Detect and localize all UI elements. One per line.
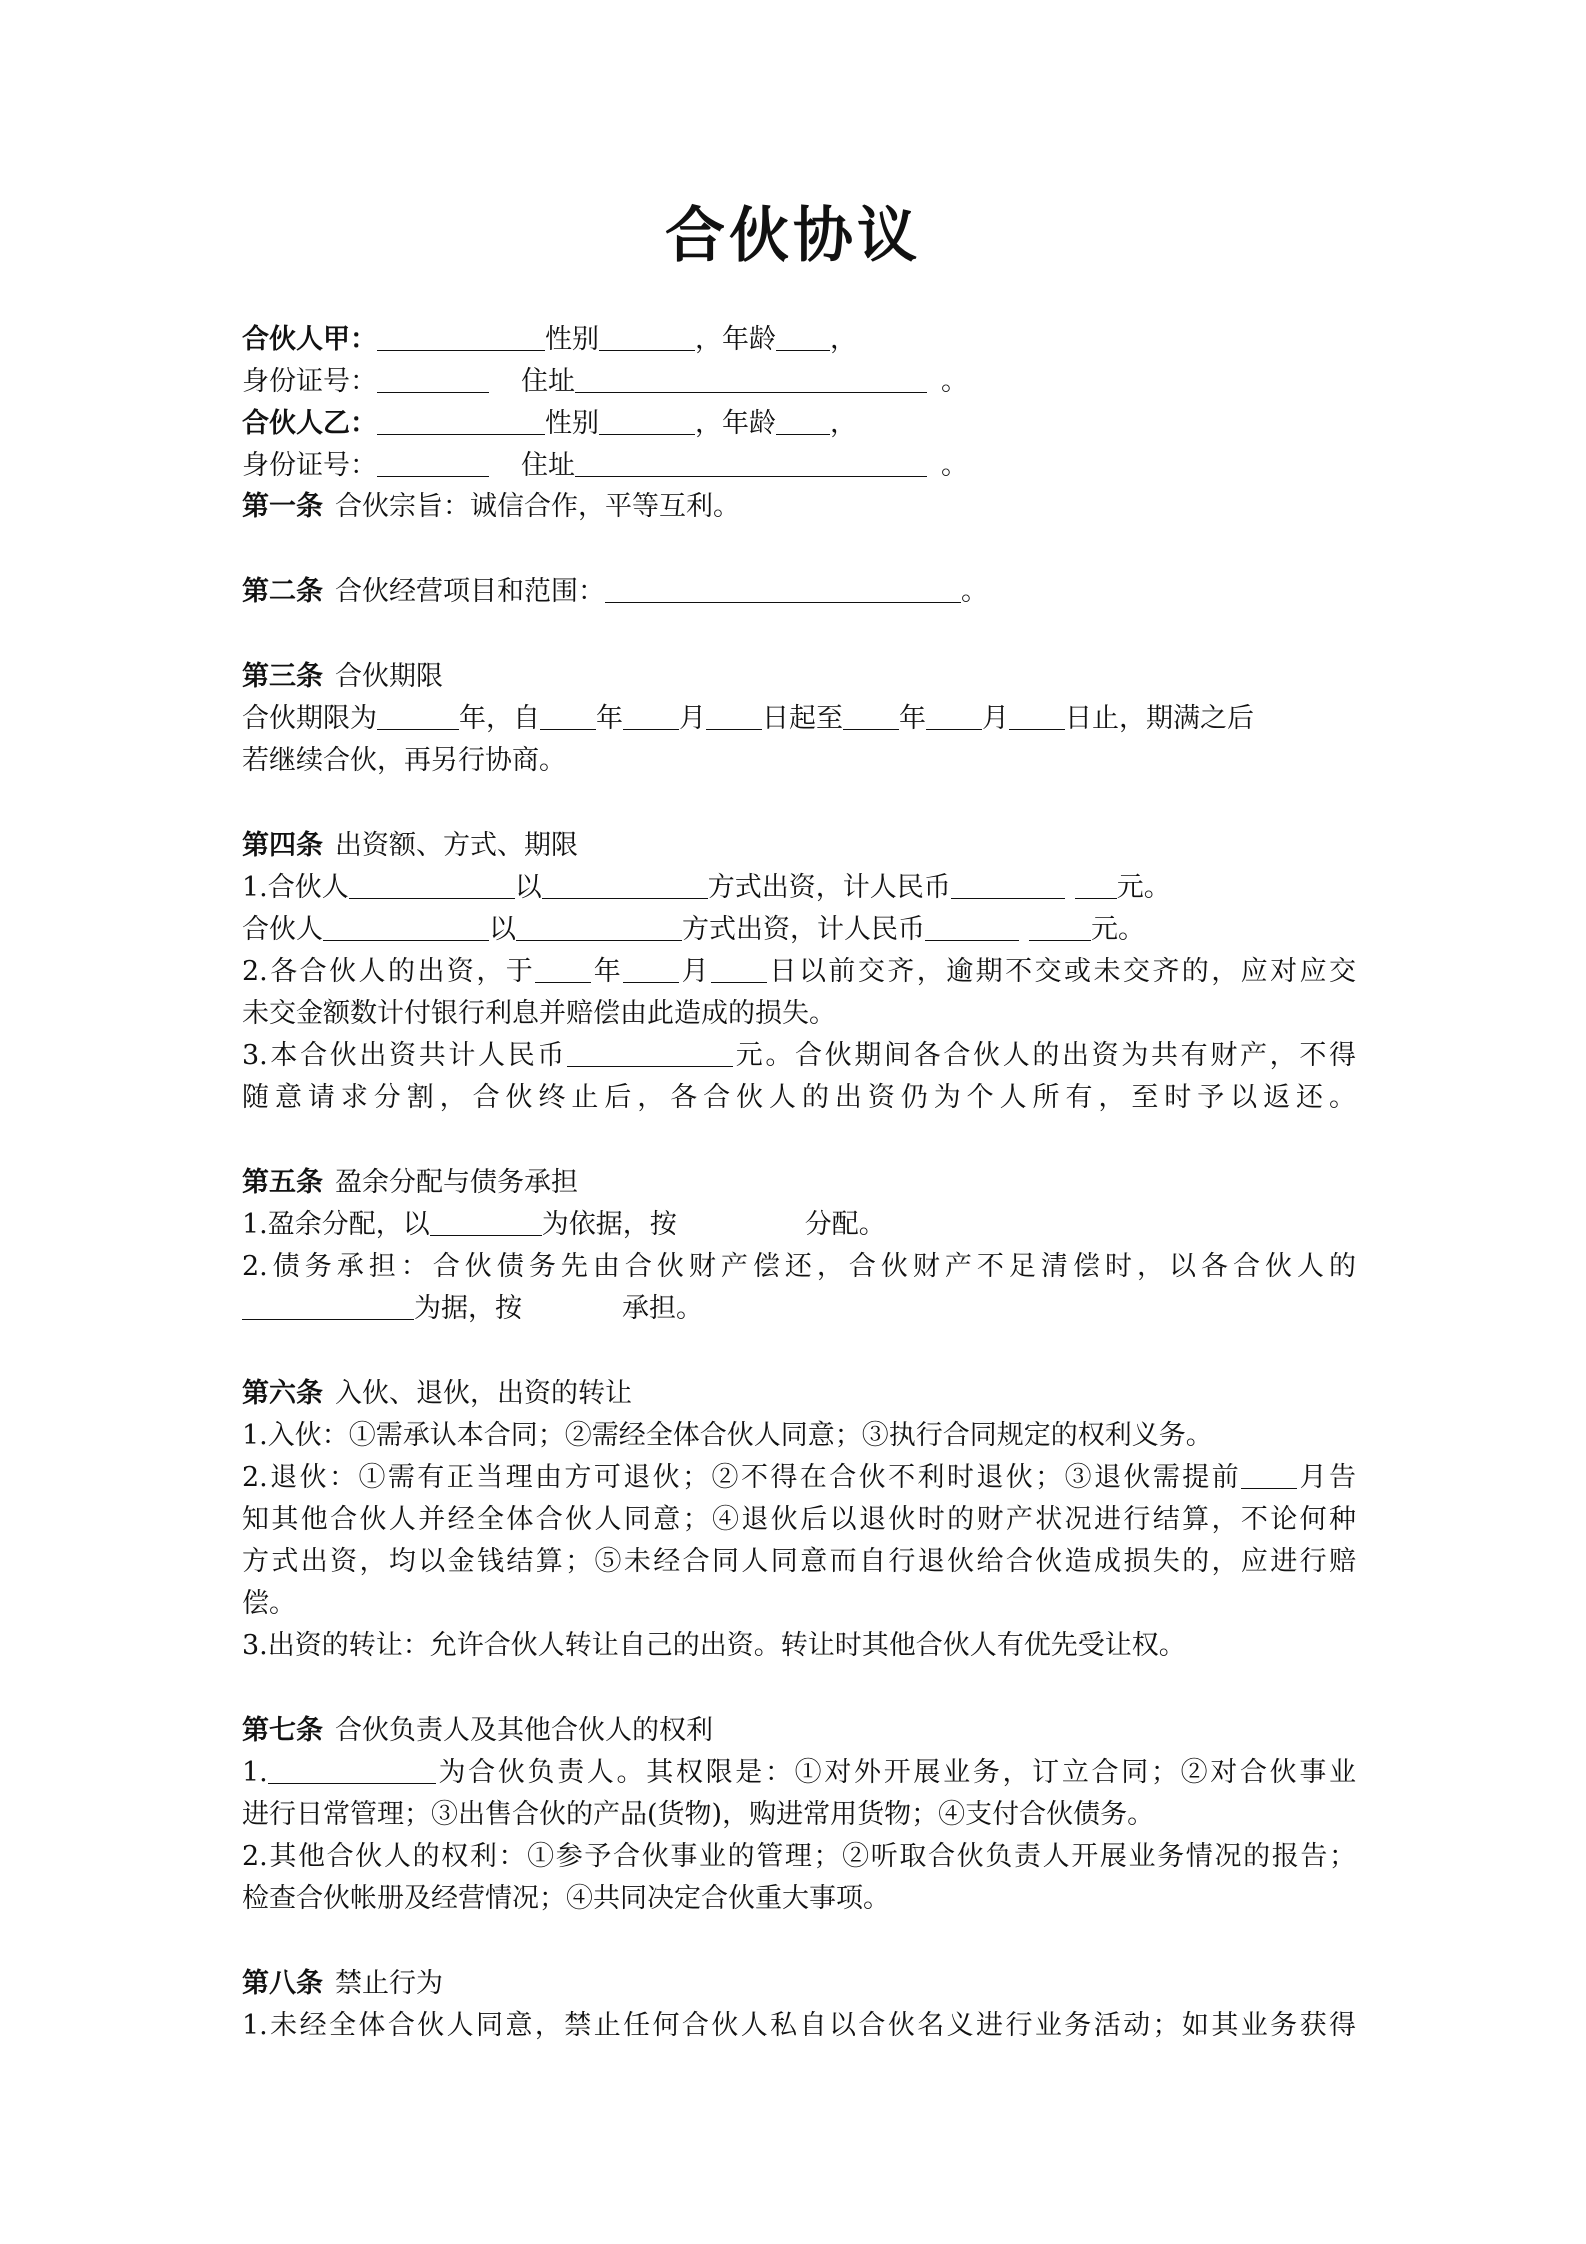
text: 为合伙负责人。其权限是：①对外开展业务，订立合同；②对合伙事业 — [435, 1757, 1356, 1788]
text: 元。 — [1091, 914, 1145, 945]
article-title: 盈余分配与债务承担 — [335, 1167, 578, 1198]
text: 年 — [899, 703, 926, 734]
gender-label: 性别 — [545, 408, 599, 439]
notice-months-blank[interactable] — [1241, 1460, 1297, 1489]
period: 。 — [941, 450, 968, 481]
article-4-line-2 — [242, 910, 1145, 950]
article-number: 第六条 — [242, 1378, 323, 1409]
article-7-line-3: 2.其他合伙人的权利：①参予合伙事业的管理；②听取合伙负责人开展业务情况的报告； — [242, 1841, 1356, 1872]
text: 日止，期满之后 — [1065, 703, 1254, 734]
party-b-address-blank[interactable] — [575, 448, 927, 477]
text: 为据，按 — [414, 1293, 522, 1324]
article-title: 合伙期限 — [335, 661, 443, 692]
gender-label: 性别 — [545, 324, 599, 355]
article-number: 第一条 — [242, 491, 323, 522]
text: 以 — [514, 872, 542, 903]
text: 方式出资，计人民币 — [682, 914, 925, 945]
text: 方式出资，计人民币 — [707, 872, 951, 903]
start-year-blank[interactable] — [540, 701, 596, 730]
article-4-line-4: 未交金额数计付银行利息并赔偿由此造成的损失。 — [242, 998, 836, 1029]
separator: ， — [830, 324, 857, 355]
age-label: 年龄 — [722, 324, 776, 355]
text: 合伙人 — [242, 914, 323, 945]
text: 年 — [596, 703, 623, 734]
article-title: 合伙负责人及其他合伙人的权利 — [335, 1715, 713, 1746]
article-7-line-4: 检查合伙帐册及经营情况；④共同决定合伙重大事项。 — [242, 1883, 890, 1914]
party-a-id-blank[interactable] — [377, 364, 489, 393]
separator: ， — [695, 324, 722, 355]
amount-1-extra-blank[interactable] — [1075, 870, 1117, 899]
article-8-heading — [242, 1964, 443, 2004]
text: 元。合伙期间各合伙人的出资为共有财产，不得 — [733, 1040, 1356, 1071]
article-7-heading — [242, 1711, 713, 1751]
contributor-1-blank[interactable] — [349, 870, 515, 899]
article-number: 第四条 — [242, 830, 323, 861]
article-5-line-1 — [242, 1205, 886, 1245]
article-7-line-2: 进行日常管理；③出售合伙的产品(货物)，购进常用货物；④支付合伙债务。 — [242, 1799, 1155, 1830]
article-4-line-5 — [242, 1036, 1356, 1076]
article-4-line-6: 随意请求分割，合伙终止后，各合伙人的出资仍为个人所有，至时予以返还。 — [242, 1082, 1356, 1113]
text: 为依据，按 — [541, 1209, 677, 1240]
article-6-heading — [242, 1374, 632, 1414]
article-title: 合伙宗旨：诚信合作，平等互利。 — [335, 491, 740, 522]
article-8-line-1: 1.未经全体合伙人同意，禁止任何合伙人私自以合伙名义进行业务活动；如其业务获得 — [242, 2010, 1356, 2041]
article-1-heading — [242, 487, 740, 527]
article-2-heading — [242, 572, 988, 612]
document-title: 合伙协议 — [665, 201, 921, 271]
party-a-age-blank[interactable] — [776, 322, 830, 351]
party-a-label: 合伙人甲： — [242, 324, 377, 355]
article-6-line-3: 知其他合伙人并经全体合伙人同意；④退伙后以退伙时的财产状况进行结算，不论何种 — [242, 1504, 1356, 1535]
start-month-blank[interactable] — [623, 701, 679, 730]
party-a-id-line — [242, 362, 968, 402]
article-number: 第五条 — [242, 1167, 323, 1198]
address-label: 住址 — [521, 450, 575, 481]
party-b-label: 合伙人乙： — [242, 408, 377, 439]
profit-basis-blank[interactable] — [430, 1207, 542, 1236]
text: 月 — [679, 703, 706, 734]
text: 2.各合伙人的出资，于 — [242, 956, 536, 987]
amount-1-blank[interactable] — [951, 870, 1065, 899]
id-label: 身份证号： — [242, 450, 377, 481]
amount-2-blank[interactable] — [925, 912, 1019, 941]
address-label: 住址 — [521, 366, 575, 397]
article-title: 合伙经营项目和范围： — [335, 576, 605, 607]
text: 2.退伙：①需有正当理由方可退伙；②不得在合伙不利时退伙；③退伙需提前 — [242, 1462, 1242, 1493]
article-number: 第八条 — [242, 1968, 323, 1999]
article-6-line-4: 方式出资，均以金钱结算；⑤未经合同人同意而自行退伙给合伙造成损失的，应进行赔 — [242, 1546, 1356, 1577]
article-4-line-1 — [242, 868, 1171, 908]
period: 。 — [961, 576, 988, 607]
article-5-line-2: 2.债务承担：合伙债务先由合伙财产偿还，合伙财产不足清偿时，以各合伙人的 — [242, 1251, 1356, 1282]
end-month-blank[interactable] — [926, 701, 982, 730]
article-number: 第七条 — [242, 1715, 323, 1746]
article-3-line-2: 若继续合伙，再另行协商。 — [242, 745, 566, 776]
separator: ， — [830, 408, 857, 439]
article-6-line-6: 3.出资的转让：允许合伙人转让自己的出资。转让时其他合伙人有优先受让权。 — [242, 1630, 1186, 1661]
party-b-age-blank[interactable] — [776, 406, 830, 435]
text: 分配。 — [804, 1209, 886, 1240]
article-6-line-1: 1.入伙：①需承认本合同；②需经全体合伙人同意；③执行合同规定的权利义务。 — [242, 1420, 1213, 1451]
text: 3.本合伙出资共计人民币 — [242, 1040, 568, 1071]
article-3-line-1 — [242, 699, 1254, 739]
text: 日以前交齐，逾期不交或未交齐的，应对应交 — [767, 956, 1357, 987]
separator: ， — [695, 408, 722, 439]
contribution-2-way-blank[interactable] — [516, 912, 682, 941]
article-title: 出资额、方式、期限 — [335, 830, 578, 861]
amount-2-extra-blank[interactable] — [1029, 912, 1091, 941]
age-label: 年龄 — [722, 408, 776, 439]
deadline-month-blank[interactable] — [623, 954, 679, 983]
article-6-line-5: 偿。 — [242, 1588, 296, 1619]
text: 1.合伙人 — [242, 872, 349, 903]
term-years-blank[interactable] — [377, 701, 459, 730]
text: 元。 — [1116, 872, 1171, 903]
party-b-name-blank[interactable] — [377, 406, 545, 435]
article-6-line-2 — [242, 1458, 1356, 1498]
debt-basis-blank[interactable] — [242, 1291, 414, 1320]
party-a-name-blank[interactable] — [377, 322, 545, 351]
article-number: 第三条 — [242, 661, 323, 692]
contribution-1-way-blank[interactable] — [542, 870, 708, 899]
id-label: 身份证号： — [242, 366, 377, 397]
total-amount-blank[interactable] — [567, 1038, 733, 1067]
party-a-gender-blank[interactable] — [599, 322, 695, 351]
text: 年，自 — [459, 703, 540, 734]
article-5-line-3 — [242, 1289, 703, 1329]
text: 日起至 — [762, 703, 843, 734]
deadline-day-blank[interactable] — [711, 954, 767, 983]
text: 承担。 — [622, 1293, 703, 1324]
party-a-line — [242, 320, 857, 360]
article-4-heading — [242, 826, 578, 866]
article-7-line-1 — [242, 1753, 1356, 1793]
article-5-heading — [242, 1163, 578, 1203]
text: 月 — [679, 956, 712, 987]
article-3-heading — [242, 657, 443, 697]
article-number: 第二条 — [242, 576, 323, 607]
deadline-year-blank[interactable] — [535, 954, 591, 983]
party-b-gender-blank[interactable] — [599, 406, 695, 435]
text: 年 — [591, 956, 624, 987]
end-day-blank[interactable] — [1009, 701, 1065, 730]
manager-name-blank[interactable] — [268, 1755, 436, 1784]
text: 以 — [489, 914, 516, 945]
party-b-id-line — [242, 446, 968, 486]
text: 月告 — [1297, 1462, 1357, 1493]
contributor-2-blank[interactable] — [323, 912, 489, 941]
party-b-line — [242, 404, 857, 444]
text: 1. — [242, 1757, 268, 1788]
text: 合伙期限为 — [242, 703, 377, 734]
period: 。 — [941, 366, 968, 397]
party-b-id-blank[interactable] — [377, 448, 489, 477]
article-title: 禁止行为 — [335, 1968, 443, 1999]
article-title: 入伙、退伙，出资的转让 — [335, 1378, 632, 1409]
article-4-line-3 — [242, 952, 1356, 992]
text: 月 — [982, 703, 1009, 734]
end-year-blank[interactable] — [843, 701, 899, 730]
party-a-address-blank[interactable] — [575, 364, 927, 393]
text: 1.盈余分配，以 — [242, 1209, 430, 1240]
start-day-blank[interactable] — [706, 701, 762, 730]
business-scope-blank[interactable] — [605, 574, 961, 603]
